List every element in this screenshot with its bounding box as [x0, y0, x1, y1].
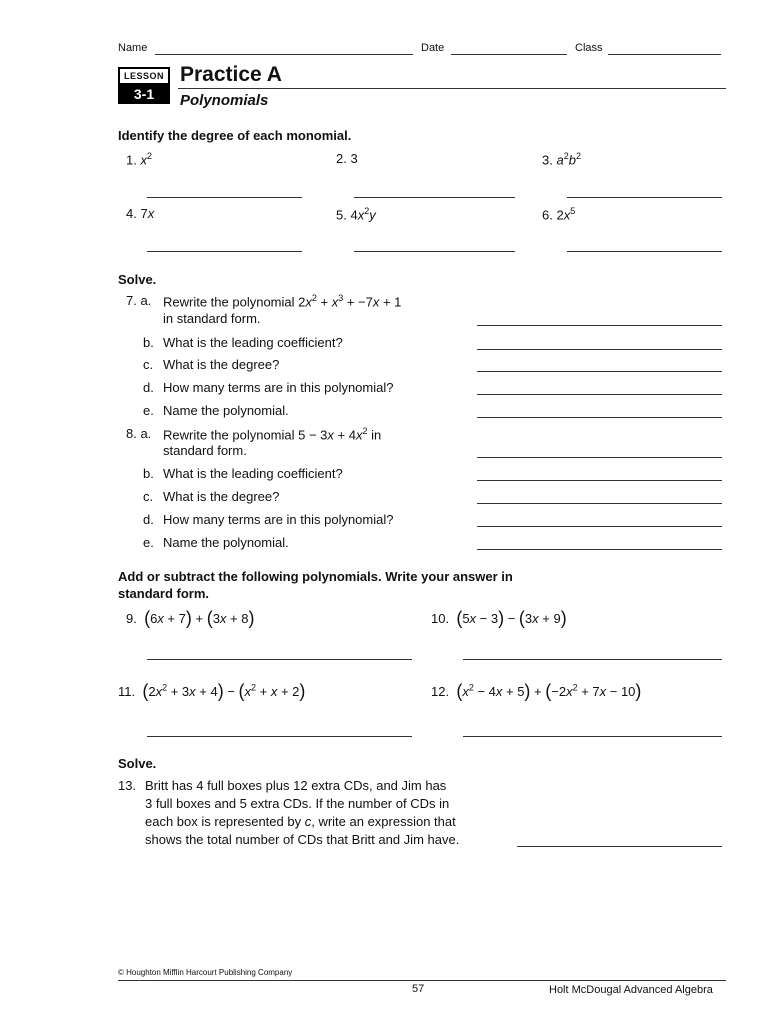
title-rule — [178, 88, 726, 89]
answer-line-7e[interactable] — [477, 417, 722, 418]
question-13-line2: 3 full boxes and 5 extra CDs. If the number of CDs in — [145, 796, 450, 811]
section3-instruction-cont: standard form. — [118, 586, 210, 601]
lesson-number: 3-1 — [118, 84, 170, 104]
answer-line-8d[interactable] — [477, 526, 722, 527]
section2-instruction: Solve. — [118, 272, 157, 287]
question-7d-text: How many terms are in this polynomial? — [163, 380, 394, 395]
question-13-line3: each box is represented by c, write an expression that — [145, 814, 456, 829]
answer-line-8c[interactable] — [477, 503, 722, 504]
answer-line-8b[interactable] — [477, 480, 722, 481]
answer-line-8a[interactable] — [477, 457, 722, 458]
section3-instruction: Add or subtract the following polynomials. Write your answer in — [118, 569, 513, 584]
question-7e-text: Name the polynomial. — [163, 403, 289, 418]
question-13-num: 13. — [118, 778, 137, 793]
page-number: 57 — [412, 983, 425, 995]
answer-line-8e[interactable] — [477, 549, 722, 550]
question-8d-letter: d. — [143, 512, 154, 527]
question-9: 9. (6x + 7) + (3x + 8) — [126, 608, 255, 628]
question-6: 6. $2x^5$ — [542, 206, 576, 223]
section1-instruction: Identify the degree of each monomial. — [118, 128, 352, 143]
page-subtitle: Polynomials — [180, 92, 269, 109]
question-8d-text: How many terms are in this polynomial? — [163, 512, 394, 527]
answer-line-10[interactable] — [463, 659, 722, 660]
question-7a-num: 7. a. — [126, 293, 152, 308]
name-field[interactable] — [155, 54, 413, 55]
question-11: 11. $(2x^2 + 3x + 4) - (x^2 + x + 2)$ — [118, 681, 306, 701]
lesson-badge: LESSON — [118, 67, 170, 85]
section4-instruction: Solve. — [118, 756, 157, 771]
question-8a-num: 8. a. — [126, 426, 152, 441]
question-5: 5. $4x^2y$ — [336, 206, 376, 223]
date-field[interactable] — [451, 54, 567, 55]
class-label: Class — [575, 42, 603, 54]
question-8a-text: Rewrite the polynomial $5 - 3x + 4x^2$ in — [163, 426, 382, 443]
question-2: 2. 3 — [336, 151, 358, 166]
question-7c-letter: c. — [143, 357, 154, 372]
answer-line-7a[interactable] — [477, 325, 722, 326]
class-field[interactable] — [608, 54, 721, 55]
question-8b-text: What is the leading coefficient? — [163, 466, 343, 481]
question-8c-text: What is the degree? — [163, 489, 280, 504]
answer-line-2[interactable] — [354, 197, 515, 198]
page-title: Practice A — [180, 63, 282, 86]
question-7c-text: What is the degree? — [163, 357, 280, 372]
answer-line-7d[interactable] — [477, 394, 722, 395]
book-title: Holt McDougal Advanced Algebra — [549, 984, 713, 996]
question-7d-letter: d. — [143, 380, 154, 395]
answer-line-11[interactable] — [147, 736, 412, 737]
question-7a-text: Rewrite the polynomial $2x^2 + x^3 + -7x + 1$ — [163, 293, 402, 310]
question-8a-text-cont: standard form. — [163, 443, 247, 458]
answer-line-3[interactable] — [567, 197, 722, 198]
question-7e-letter: e. — [143, 403, 154, 418]
question-7b-letter: b. — [143, 335, 154, 350]
question-7b-text: What is the leading coefficient? — [163, 335, 343, 350]
copyright: © Houghton Mifflin Harcourt Publishing Company — [118, 968, 293, 977]
question-13-line1: Britt has 4 full boxes plus 12 extra CDs, and Jim has — [145, 778, 447, 793]
answer-line-13[interactable] — [517, 846, 722, 847]
question-10: 10. (5x − 3) − (3x + 9) — [431, 608, 567, 628]
answer-line-6[interactable] — [567, 251, 722, 252]
question-8e-letter: e. — [143, 535, 154, 550]
question-12: 12. $(x^2 - 4x + 5) + (-2x^2 + 7x - 10)$ — [431, 681, 642, 701]
footer-rule — [118, 980, 726, 981]
answer-line-4[interactable] — [147, 251, 302, 252]
question-3: 3. $a^2b^2$ — [542, 151, 581, 168]
answer-line-9[interactable] — [147, 659, 412, 660]
question-4: 4. 7x — [126, 206, 155, 221]
name-label: Name — [118, 42, 148, 54]
answer-line-7b[interactable] — [477, 349, 722, 350]
question-8b-letter: b. — [143, 466, 154, 481]
question-13-line4: shows the total number of CDs that Britt and Jim have. — [145, 832, 460, 847]
answer-line-1[interactable] — [147, 197, 302, 198]
date-label: Date — [421, 42, 445, 54]
question-8e-text: Name the polynomial. — [163, 535, 289, 550]
answer-line-12[interactable] — [463, 736, 722, 737]
question-8c-letter: c. — [143, 489, 154, 504]
question-7a-text-cont: in standard form. — [163, 311, 261, 326]
question-1: 1. $x^2$ — [126, 151, 152, 168]
answer-line-5[interactable] — [354, 251, 515, 252]
answer-line-7c[interactable] — [477, 371, 722, 372]
